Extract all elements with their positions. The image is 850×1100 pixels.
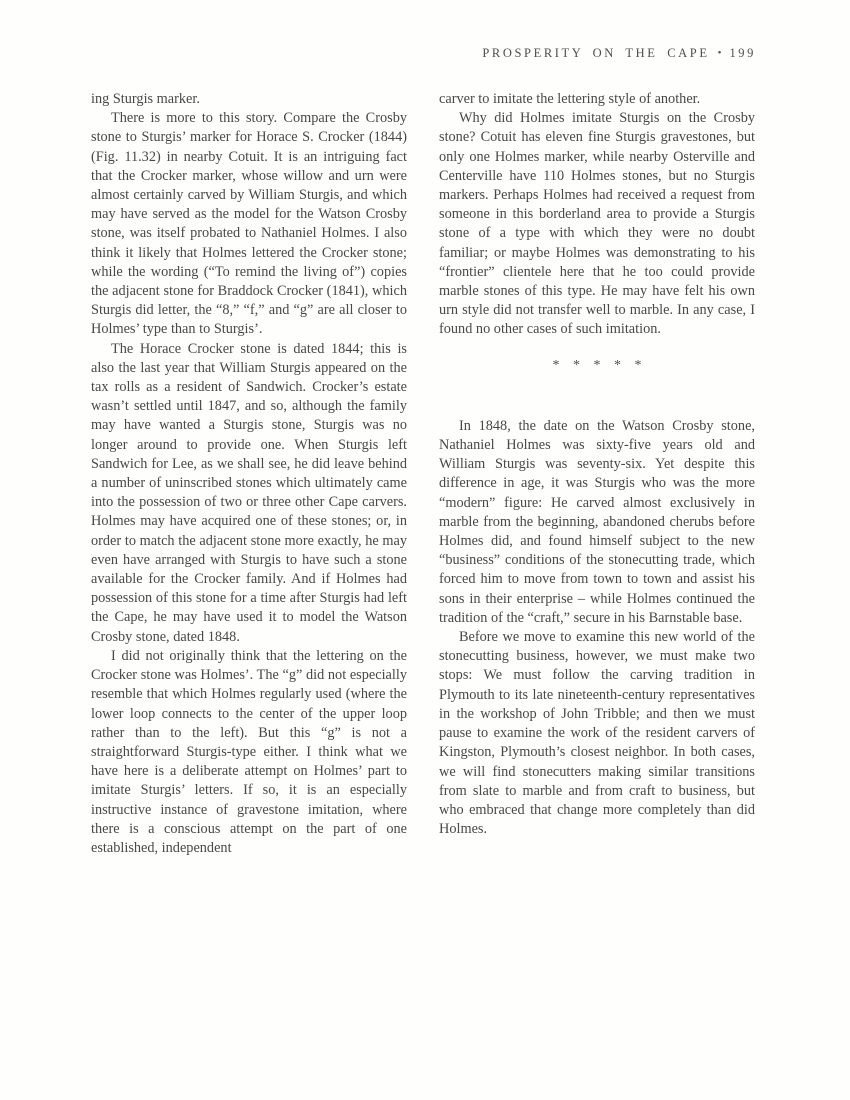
paragraph: There is more to this story. Compare the Crosby stone to Sturgis’ marker for Horace S. Crocker (1844) (Fig. 11.32) in nearby Cotuit. It is an intriguing fact that the Crocker marker, whose willow and urn were almost certainly carved by William Sturgis, and which may have served as the model for the Watson Crosby stone, was itself probated to Nathaniel Holmes. I also think it likely that Holmes lettered the Crocker stone; while the wording (“To remind the living of”) copies the adjacent stone for Braddock Crocker (1841), which Sturgis did letter, the “8,” “f,” and “g” are all closer to Holmes’ type than to Sturgis’. [91,110,407,338]
paragraph-continuation: ing Sturgis marker. [91,91,200,107]
two-column-text-block [91,90,755,858]
paragraph: The Horace Crocker stone is dated 1844; this is also the last year that William Sturgis appeared on the tax rolls as a resident of Sandwich. Crocker’s estate wasn’t settled until 1847, and so, although the family may have wanted a Sturgis stone, Sturgis was no longer around to provide one. When Sturgis left Sandwich for Lee, as we shall see, he did leave behind a number of uninscribed stones which ultimately came into the possession of two or three other Cape carvers. Holmes may have acquired one of these stones; or, in order to match the adjacent stone more exactly, he may even have arranged with Sturgis to have such a stone available for the Crocker family. And if Holmes had possession of this stone for a time after Sturgis had left the Cape, he may have used it to model the Watson Crosby stone, dated 1848. [91,340,407,645]
paragraph-continuation: carver to imitate the lettering style of another. [439,91,701,107]
asterisk-separator: * * * * * [552,357,642,373]
running-header-title: PROSPERITY ON THE CAPE [482,46,710,60]
running-header [482,46,756,61]
page-number: 199 [729,46,756,60]
paragraph: Why did Holmes imitate Sturgis on the Crosby stone? Cotuit has eleven fine Sturgis gravestones, but only one Holmes marker, while nearby Osterville and Centerville have 110 Holmes stones, but no Sturgis markers. Perhaps Holmes had received a request from someone in this borderland area to provide a Sturgis stone of a type with which they were no doubt familiar; or maybe Holmes was demonstrating to his “frontier” clientele here that he too could provide marble stones of this type. He may have felt his own urn style did not transfer well to marble. In any case, I found no other cases of such imitation. [439,110,755,338]
header-bullet: • [717,47,722,59]
right-column [439,90,755,858]
left-column [91,90,407,858]
paragraph: I did not originally think that the lettering on the Crocker stone was Holmes’. The “g” did not especially resemble that which Holmes regularly used (where the lower loop connects to the center of the upper loop rather than to the left). But this “g” is not a straightforward Sturgis-type either. I think what we have here is a deliberate attempt on Holmes’ part to imitate Sturgis’ letters. If so, it is an especially instructive instance of gravestone imitation, where there is a conscious attempt on the part of one established, independent [91,647,407,856]
paragraph: Before we move to examine this new world of the stonecutting business, however, we must make two stops: We must follow the carving tradition in Plymouth to its late nineteenth-century representatives in the workshop of John Tribble; and then we must pause to examine the work of the resident carvers of Kingston, Plymouth’s closest neighbor. In both cases, we will find stonecutters making similar transitions from slate to marble and from craft to business, but who embraced that change more completely than did Holmes. [439,629,755,838]
paragraph: In 1848, the date on the Watson Crosby stone, Nathaniel Holmes was sixty-five years old and William Sturgis was seventy-six. Yet despite this difference in age, it was Sturgis who was the more “modern” figure: He carved almost exclusively in marble from the beginning, abandoned cherubs before Holmes did, and found himself subject to the new “business” conditions of the stonecutting trade, which forced him to move from town to town and assist his sons in their enterprise – while Holmes continued the tradition of the “craft,” secure in his Barnstable base. [439,417,755,626]
